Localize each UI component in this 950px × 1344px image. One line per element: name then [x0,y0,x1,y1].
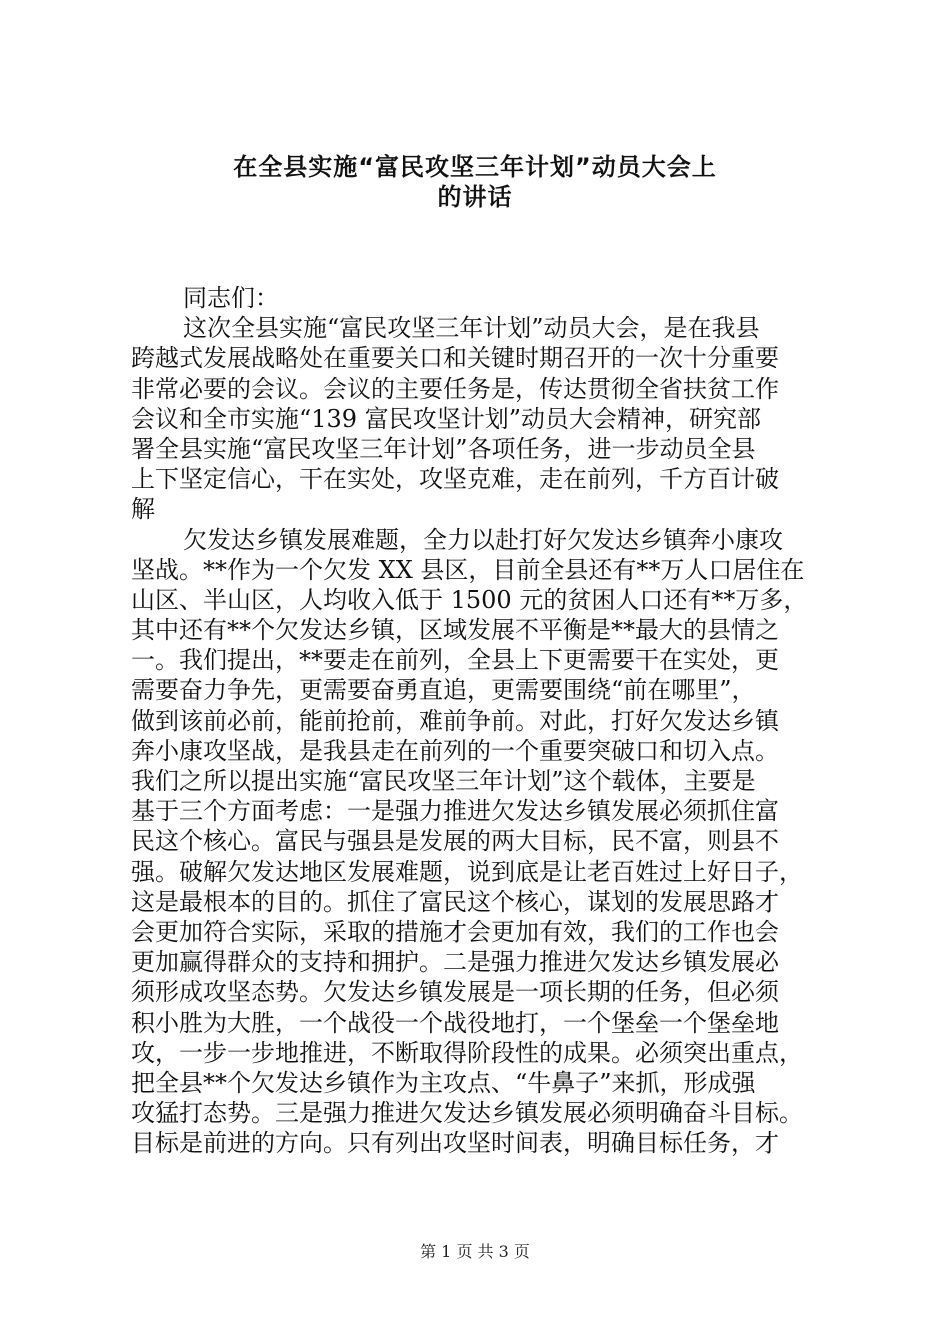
paragraph-1-line: 这次全县实施“富民攻坚三年计划”动员大会，是在我县 [183,314,760,343]
title-line-2: 的讲话 [437,183,513,212]
paragraph-2-line: 积小胜为大胜，一个战役一个战役地打，一个堡垒一个堡垒地 [131,1008,779,1037]
paragraph-2-line: 奔小康攻坚战，是我县走在前列的一个重要突破口和切入点。 [131,736,779,765]
paragraph-1-line: 会议和全市实施“139 富民攻坚计划”动员大会精神，研究部 [131,404,761,433]
paragraph-2-line: 山区、半山区，人均收入低于 1500 元的贫困人口还有**万多， [131,585,808,614]
paragraph-1-line: 跨越式发展战略处在重要关口和关键时期召开的一次十分重要 [131,344,779,373]
paragraph-2-line: 更加赢得群众的支持和拥护。二是强力推进欠发达乡镇发展必 [131,948,779,977]
paragraph-2-line: 目标是前进的方向。只有列出攻坚时间表，明确目标任务，才 [131,1129,779,1158]
paragraph-2-line: 我们之所以提出实施“富民攻坚三年计划”这个载体，主要是 [131,767,756,795]
paragraph-1-line: 解 [131,495,155,524]
title-line-1: 在全县实施“富民攻坚三年计划”动员大会上 [233,153,717,181]
paragraph-2-line: 一。我们提出，**要走在前列，全县上下更需要干在实处，更 [131,646,779,675]
page-number-footer: 第 1 页 共 3 页 [420,1242,530,1261]
paragraph-2-line: 强。破解欠发达地区发展难题，说到底是让老百姓过上好日子， [131,857,803,886]
paragraph-2-line: 民这个核心。富民与强县是发展的两大目标，民不富，则县不 [131,827,779,856]
document-title [100,152,850,212]
paragraph-2-line: 做到该前必前，能前抢前，难前争前。对此，打好欠发达乡镇 [131,706,779,735]
paragraph-2-line: 其中还有**个欠发达乡镇，区域发展不平衡是**最大的县情之 [131,616,779,645]
paragraph-2-line: 攻，一步一步地推进，不断取得阶段性的成果。必须突出重点， [131,1038,803,1067]
paragraph-2-line: 欠发达乡镇发展难题，全力以赴打好欠发达乡镇奔小康攻 [183,525,783,554]
paragraph-1-line: 署全县实施“富民攻坚三年计划”各项任务，进一步动员全县 [131,434,756,463]
paragraph-2-line: 需要奋力争先，更需要奋勇直追，更需要围绕“前在哪里”， [131,676,756,705]
speech-body [131,283,833,1158]
paragraph-2-line: 这是最根本的目的。抓住了富民这个核心，谋划的发展思路才 [131,887,779,916]
paragraph-2-line: 会更加符合实际，采取的措施才会更加有效，我们的工作也会 [131,917,779,946]
paragraph-2-line: 坚战。**作为一个欠发 XX 县区，目前全县还有**万人口居住在 [131,555,805,584]
paragraph-1-line: 非常必要的会议。会议的主要任务是，传达贯彻全省扶贫工作 [131,374,779,403]
paragraph-1-line: 上下坚定信心，干在实处，攻坚克难，走在前列，千方百计破 [131,465,779,494]
paragraph-2-line: 基于三个方面考虑：一是强力推进欠发达乡镇发展必须抓住富 [131,797,779,826]
paragraph-2-line: 攻猛打态势。三是强力推进欠发达乡镇发展必须明确奋斗目标。 [131,1099,803,1128]
paragraph-2-line: 须形成攻坚态势。欠发达乡镇发展是一项长期的任务，但必须 [131,978,779,1007]
paragraph-2-line: 把全县**个欠发达乡镇作为主攻点、“牛鼻子”来抓，形成强 [131,1068,756,1097]
salutation: 同志们： [183,284,279,312]
